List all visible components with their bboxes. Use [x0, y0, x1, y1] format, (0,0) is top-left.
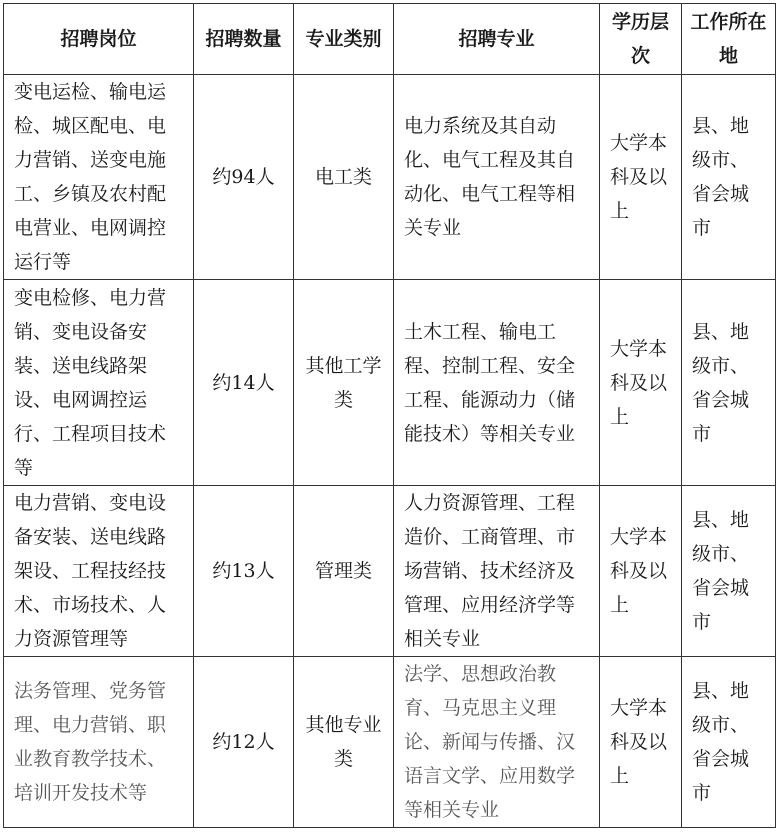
cell-education: 大学本科及以上 — [600, 280, 682, 486]
header-category: 专业类别 — [294, 4, 394, 75]
table-row — [4, 280, 776, 486]
cell-position: 法务管理、党务管理、电力营销、职业教育教学技术、培训开发技术等 — [4, 657, 194, 828]
header-education: 学历层次 — [600, 4, 682, 75]
cell-location: 县、地级市、省会城市 — [682, 280, 776, 486]
cell-position: 变电运检、输电运检、城区配电、电力营销、送变电施工、乡镇及农村配电营业、电网调控运行等 — [4, 75, 194, 280]
cell-quantity: 约94人 — [194, 75, 294, 280]
cell-category: 其他专业类 — [294, 657, 394, 828]
cell-category: 管理类 — [294, 486, 394, 657]
table-row — [4, 657, 776, 828]
cell-category: 电工类 — [294, 75, 394, 280]
cell-category: 其他工学类 — [294, 280, 394, 486]
header-location: 工作所在地 — [682, 4, 776, 75]
cell-quantity: 约14人 — [194, 280, 294, 486]
cell-education: 大学本科及以上 — [600, 486, 682, 657]
cell-major: 人力资源管理、工程造价、工商管理、市场营销、技术经济及管理、应用经济学等相关专业 — [394, 486, 600, 657]
cell-major: 电力系统及其自动化、电气工程及其自动化、电气工程等相关专业 — [394, 75, 600, 280]
table-row — [4, 75, 776, 280]
cell-position: 电力营销、变电设备安装、送电线路架设、工程技经技术、市场技术、人力资源管理等 — [4, 486, 194, 657]
cell-major: 土木工程、输电工程、控制工程、安全工程、能源动力（储能技术）等相关专业 — [394, 280, 600, 486]
cell-quantity: 约13人 — [194, 486, 294, 657]
recruitment-table — [3, 3, 776, 828]
header-position: 招聘岗位 — [4, 4, 194, 75]
header-major: 招聘专业 — [394, 4, 600, 75]
cell-location: 县、地级市、省会城市 — [682, 657, 776, 828]
header-quantity: 招聘数量 — [194, 4, 294, 75]
header-row — [4, 4, 776, 75]
cell-quantity: 约12人 — [194, 657, 294, 828]
cell-education: 大学本科及以上 — [600, 657, 682, 828]
table-row — [4, 486, 776, 657]
cell-location: 县、地级市、省会城市 — [682, 486, 776, 657]
cell-position: 变电检修、电力营销、变电设备安装、送电线路架设、电网调控运行、工程项目技术等 — [4, 280, 194, 486]
cell-education: 大学本科及以上 — [600, 75, 682, 280]
cell-major: 法学、思想政治教育、马克思主义理论、新闻与传播、汉语言文学、应用数学等相关专业 — [394, 657, 600, 828]
cell-location: 县、地级市、省会城市 — [682, 75, 776, 280]
